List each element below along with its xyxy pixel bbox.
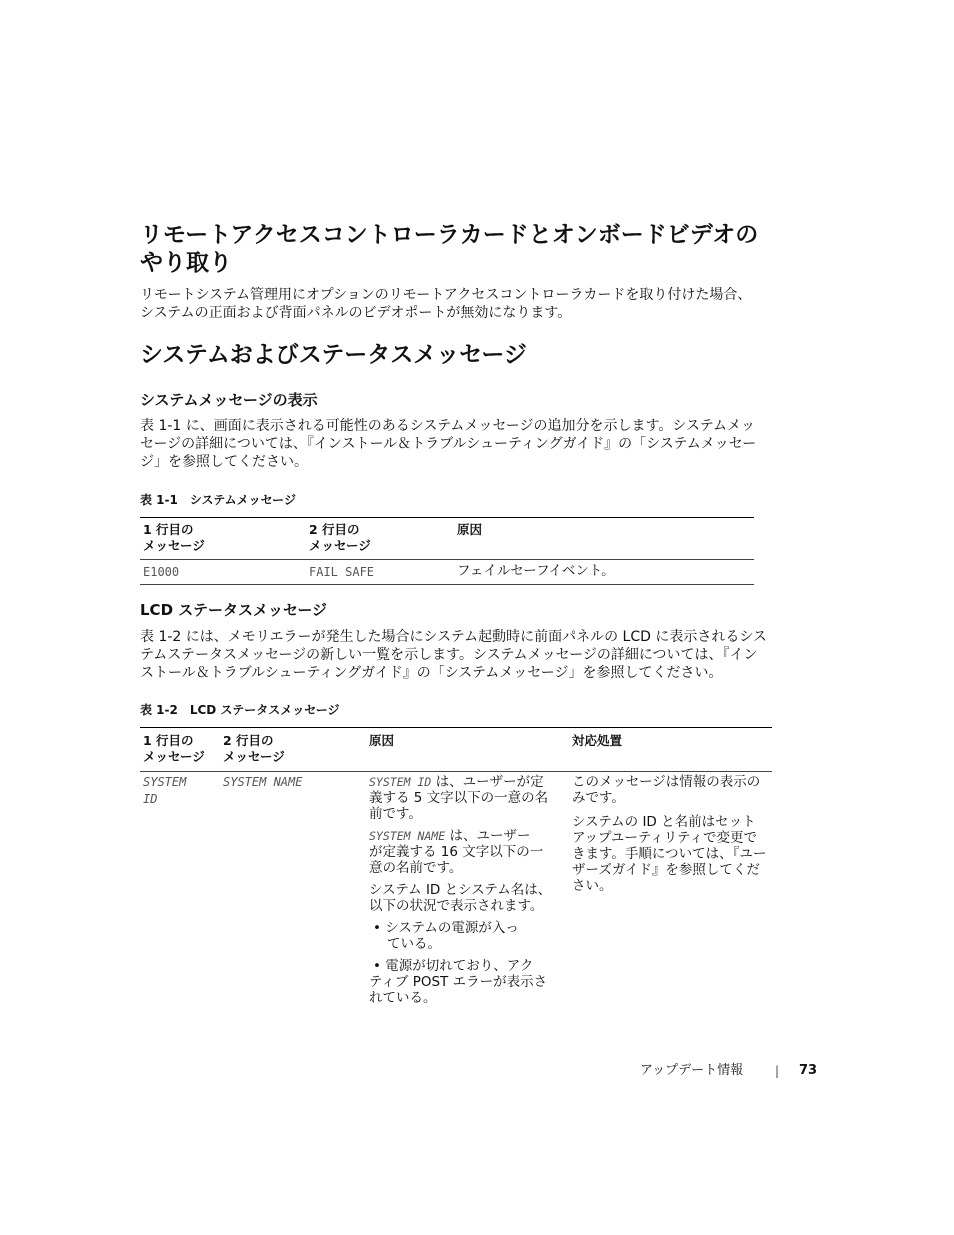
cause-text: 前です。 [369, 806, 422, 822]
header-text: メッセージ [143, 538, 205, 553]
table-header-action: 対応処置 [572, 733, 623, 748]
subsection-paragraph-lcd-messages [140, 628, 830, 682]
subsection-paragraph-system-messages [140, 417, 830, 471]
cause-text: システム ID とシステム名は、 [369, 882, 552, 898]
header-text: 1 行目の [143, 733, 194, 748]
cause-text: が定義する 16 文字以下の一 [369, 844, 544, 860]
cause-text: は、ユーザーが定 [431, 774, 544, 790]
action-text: アップユーティリティで変更で [572, 830, 757, 846]
cause-text: 義する 5 文字以下の一意の名 [369, 790, 549, 806]
action-setup [572, 814, 772, 894]
bullet-text: ている。 [387, 936, 441, 952]
table-caption: 表 1-1 システムメッセージ [140, 493, 296, 507]
cause-system-id [369, 774, 559, 822]
paragraph-line: 表 1-1 に、画面に表示される可能性のあるシステムメッセージの追加分を示します。システムメッ [140, 418, 756, 434]
table-header-rule [140, 559, 754, 560]
title-line: リモートアクセスコントローラカードとオンボードビデオの [140, 222, 759, 248]
table-cell-line1: E1000 [143, 565, 180, 579]
paragraph-line: ストール＆トラブルシューティングガイド』の「システムメッセージ」を参照してください。 [140, 665, 723, 681]
cause-text: 意の名前です。 [369, 860, 463, 876]
section-title-rac-video [140, 221, 840, 277]
paragraph-line: システムの正面および背面パネルのビデオポートが無効になります。 [140, 305, 572, 321]
table-cell-cause: フェイルセーフイベント。 [457, 563, 615, 579]
subsection-title-lcd-messages: LCD ステータスメッセージ [140, 601, 328, 619]
action-text: このメッセージは情報の表示の [572, 774, 761, 790]
table-bottom-rule [140, 584, 754, 585]
section-paragraph-rac-video [140, 286, 840, 322]
page-number: 73 [799, 1063, 818, 1078]
table-header-line2 [309, 522, 449, 554]
action-text: ザーズガイド』を参照してくだ [572, 862, 760, 878]
table-header-line2 [223, 733, 343, 765]
bullet-text: • 電源が切れており、アク [373, 958, 534, 974]
table-header-cause: 原因 [369, 733, 395, 748]
action-text: さい。 [572, 878, 613, 894]
paragraph-line: セージの詳細については、『インストール＆トラブルシューティングガイド』の「システムメッセー [140, 436, 757, 452]
table-cell-action [572, 774, 772, 900]
table-top-rule [140, 517, 754, 518]
bullet-item [369, 958, 559, 1006]
header-text: メッセージ [223, 749, 285, 764]
table-caption: 表 1-2 LCD ステータスメッセージ [140, 703, 340, 717]
bullet-text: れている。 [369, 990, 437, 1006]
cause-system-name [369, 828, 559, 876]
bullet-text: ティブ POST エラーが表示さ [369, 974, 548, 990]
paragraph-line: 表 1-2 には、メモリエラーが発生した場合にシステム起動時に前面パネルの LCD に表示されるシス [140, 629, 767, 645]
cause-text: 以下の状況で表示されます。 [369, 898, 544, 914]
table-cell-cause [369, 774, 559, 1012]
header-text: 1 行目の [143, 522, 194, 537]
table-top-rule [140, 727, 772, 728]
table-header-line1 [143, 733, 223, 765]
subsection-title-system-messages: システムメッセージの表示 [140, 391, 318, 409]
bullet-item [369, 920, 559, 952]
header-text: 2 行目の [309, 522, 360, 537]
table-header-line1 [143, 522, 293, 554]
bullet-text: • システムの電源が入っ [373, 920, 519, 936]
paragraph-line: ジ」を参照してください。 [140, 454, 308, 470]
action-text: システムの ID と名前はセット [572, 814, 756, 830]
table-header-rule [140, 771, 772, 772]
header-text: メッセージ [143, 749, 205, 764]
code-text: SYSTEM [143, 775, 187, 789]
table-header-cause: 原因 [457, 522, 483, 537]
action-text: きます。手順については、『ユー [572, 846, 767, 862]
paragraph-line: テムステータスメッセージの新しい一覧を示します。システムメッセージの詳細については、『イン [140, 647, 758, 663]
section-title-status-messages: システムおよびステータスメッセージ [140, 342, 527, 368]
header-text: 2 行目の [223, 733, 274, 748]
code-text: SYSTEM NAME [369, 829, 446, 843]
code-text: SYSTEM ID [369, 775, 432, 789]
paragraph-line: リモートシステム管理用にオプションのリモートアクセスコントローラカードを取り付けた場合、 [140, 287, 752, 303]
code-text: ID [143, 792, 158, 806]
table-cell-line1 [143, 774, 218, 808]
action-text: みです。 [572, 790, 625, 806]
footer-separator: | [775, 1064, 780, 1078]
table-cell-line2: SYSTEM NAME [223, 775, 303, 789]
action-info [572, 774, 772, 806]
title-line: やり取り [140, 250, 232, 276]
table-cell-line2: FAIL SAFE [309, 565, 375, 579]
cause-display-conditions [369, 882, 559, 914]
footer-section-name: アップデート情報 [640, 1063, 744, 1078]
header-text: メッセージ [309, 538, 371, 553]
cause-text: は、ユーザー [445, 828, 531, 844]
